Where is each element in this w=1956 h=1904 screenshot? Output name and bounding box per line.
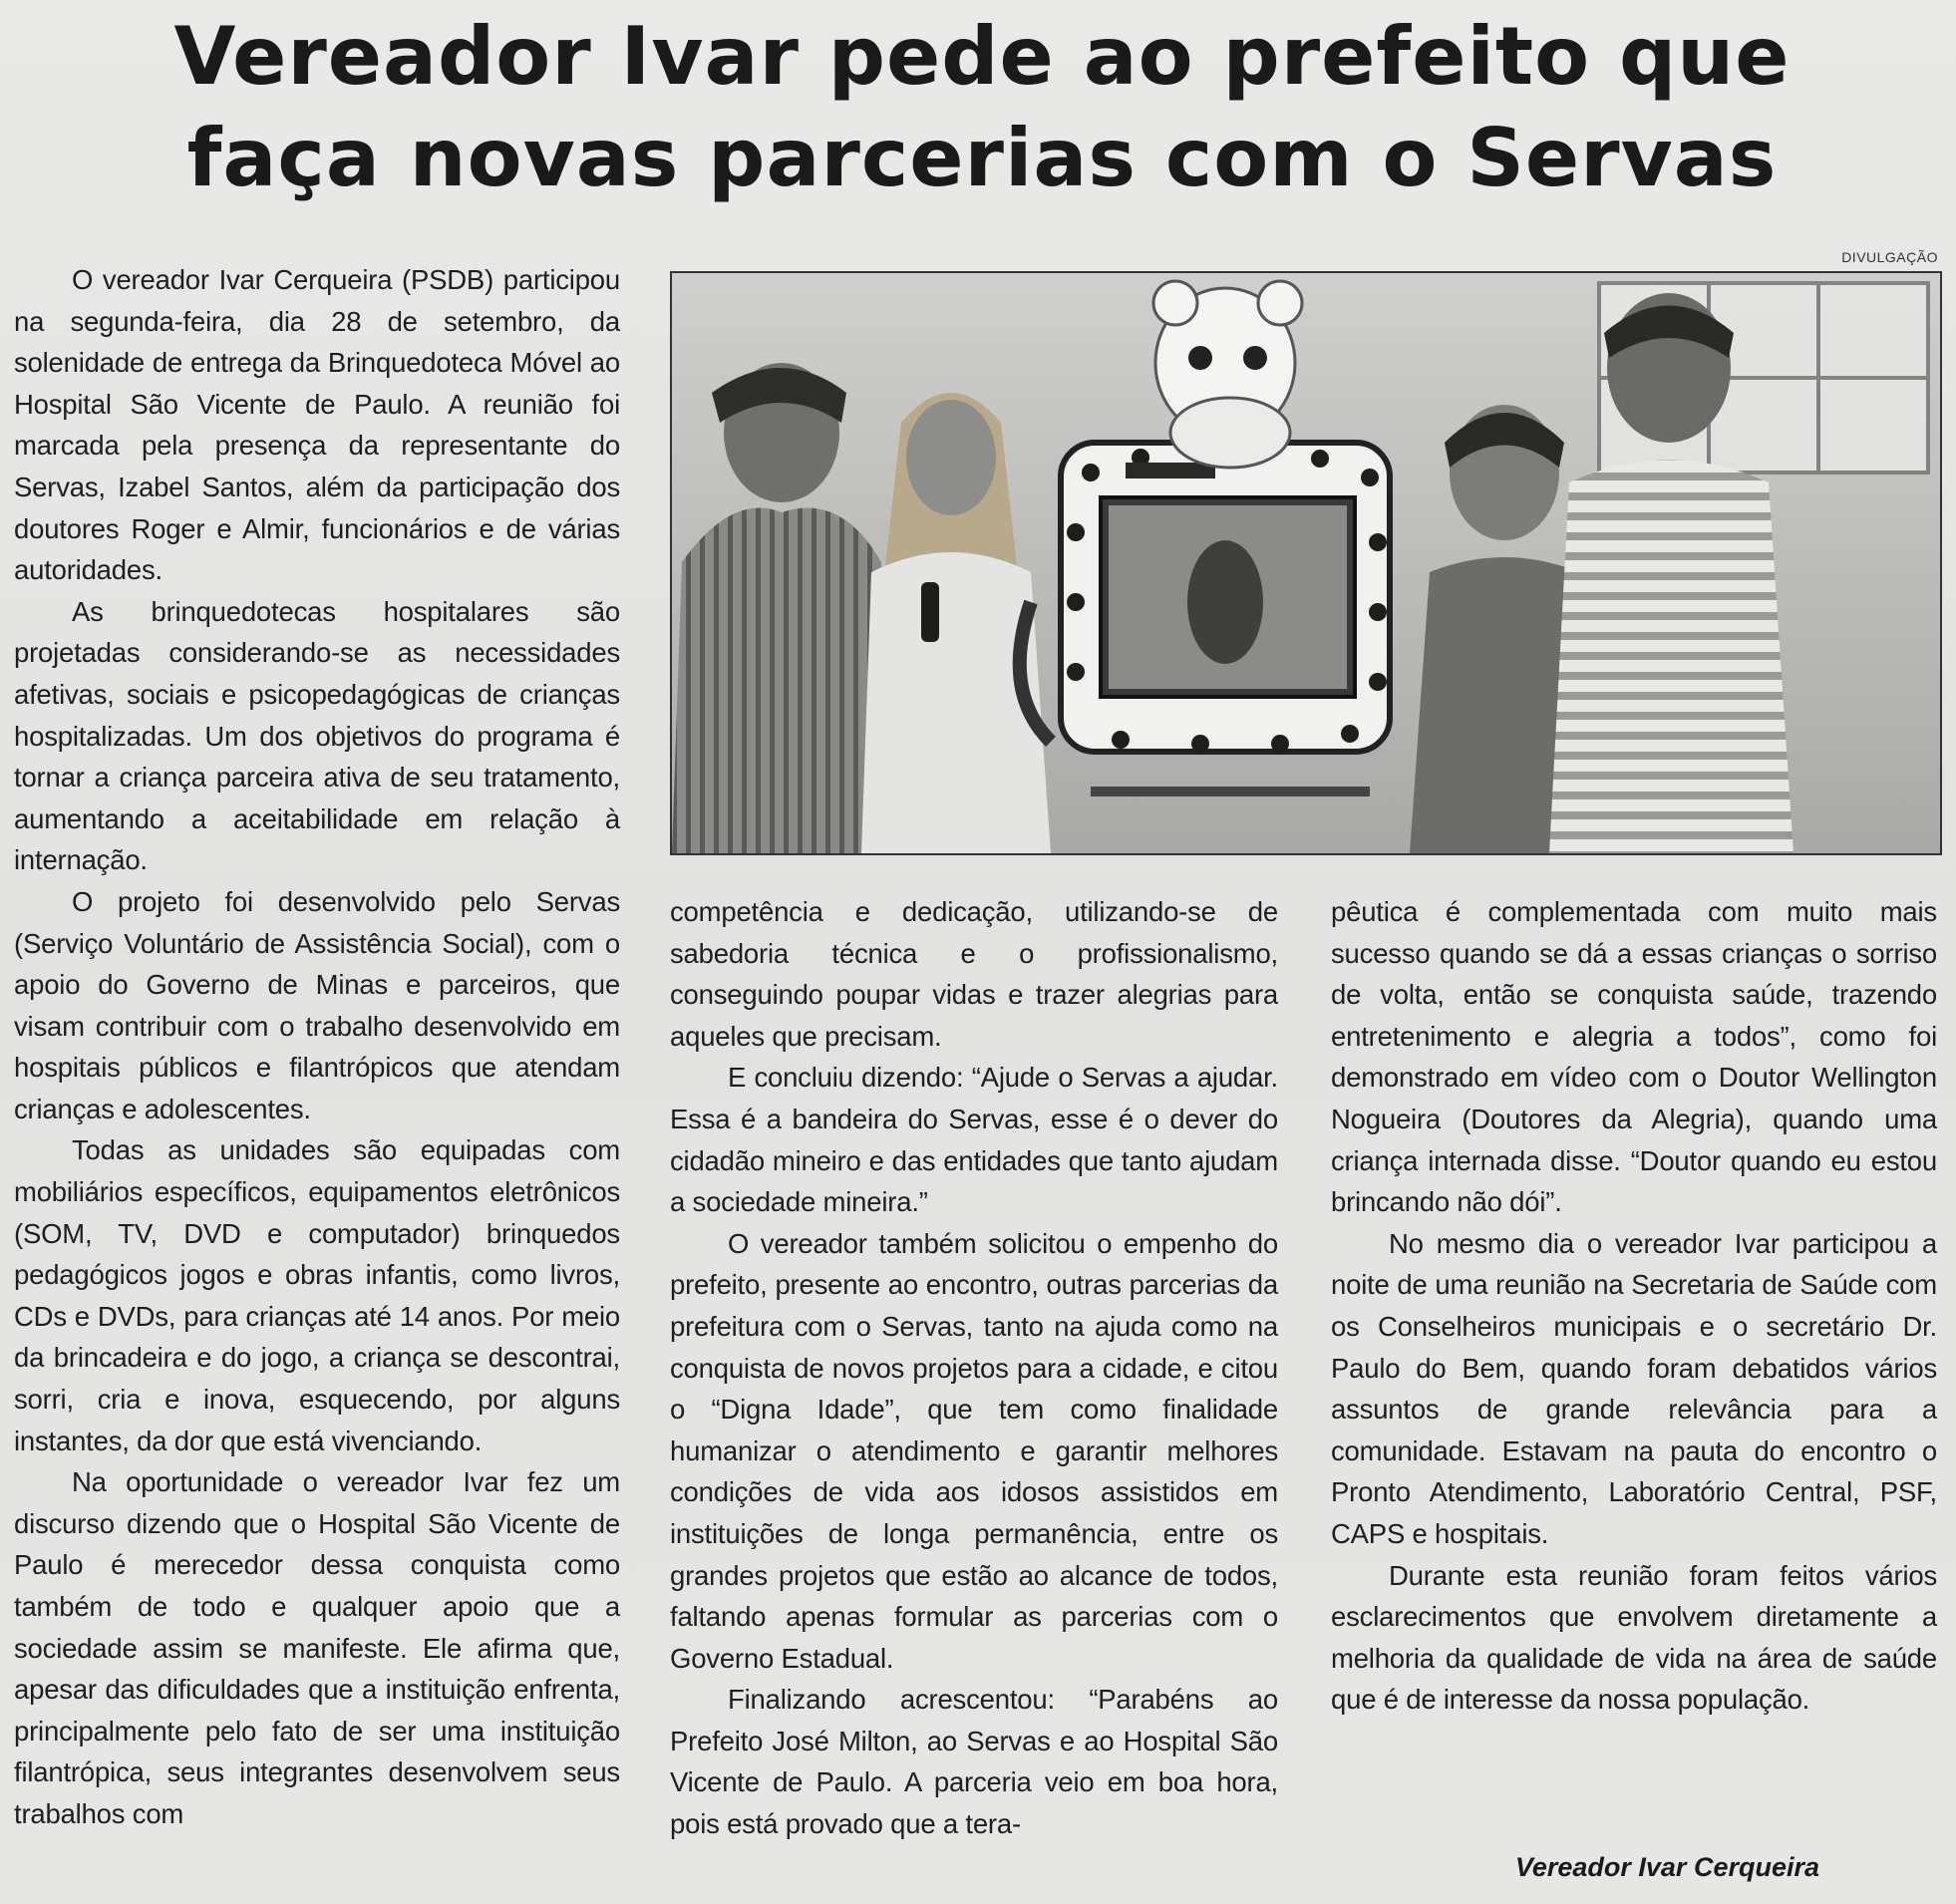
article-column-3: [1331, 891, 1937, 1721]
paragraph: Finalizando acrescentou: “Parabéns ao Prefeito José Milton, ao Servas e ao Hospital São Vicente de Paulo. A parceria veio em boa hora, pois está provado que a tera-: [670, 1684, 1278, 1840]
paragraph: O projeto foi desenvolvido pelo Servas (Serviço Voluntário de Assistência Social), com o apoio do Governo de Minas e parceiros, que visam contribuir com o trabalho desenvolvido em hospitais públicos e filantrópicos que atendam crianças e adolescentes.: [14, 885, 620, 1124]
headline: [70, 6, 1894, 209]
headline-line-1: Vereador Ivar pede ao prefeito que: [173, 10, 1791, 103]
paragraph: Durante esta reunião foram feitos vários esclarecimentos que envolvem diretamente a melhoria da qualidade de vida na área de saúde que é de interesse da nossa população.: [1331, 1559, 1937, 1716]
plush-toy: [1153, 281, 1302, 468]
headline-line-2: faça novas parcerias com o Servas: [186, 112, 1778, 204]
paragraph: Na oportunidade o vereador Ivar fez um discurso dizendo que o Hospital São Vicente de Paulo é merecedor dessa conquista como também de todo e qualquer apoio que a sociedade assim se manifeste. Ele afirma que, apesar das dificuldades que a instituição enfrenta, principalmente pelo fato de ser uma instituição filantrópica, seus integrantes desenvolvem seus trabalhos com: [14, 1466, 620, 1829]
news-photo: [670, 271, 1942, 855]
article-column-1: [14, 259, 620, 1835]
paragraph: O vereador Ivar Cerqueira (PSDB) participou na segunda-feira, dia 28 de setembro, da solenidade de entrega da Brinquedoteca Móvel ao Hospital São Vicente de Paulo. A reunião foi marcada pela presença da representante do Servas, Izabel Santos, além da participação dos doutores Roger e Almir, funcionários e de várias autoridades.: [14, 264, 620, 586]
photo-illustration: [672, 273, 1940, 853]
paragraph: Todas as unidades são equipadas com mobiliários específicos, equipamentos eletrônicos (SOM, TV, DVD e computador) brinquedos pedagógicos jogos e obras infantis, como livros, CDs e DVDs, para crianças até 14 anos. Por meio da brincadeira e do jogo, a criança se descontrai, sorri, cria e inova, esquecendo, por alguns instantes, da dor que está vivenciando.: [14, 1134, 620, 1456]
toy-library-unit: [1020, 443, 1390, 792]
paragraph: O vereador também solicitou o empenho do prefeito, presente ao encontro, outras parcerias da prefeitura com o Servas, tanto na ajuda como na conquista de novos projetos para a cidade, e citou o “Digna Idade”, que tem como finalidade humanizar o atendimento e garantir melhores condições de vida aos idosos assistidos em instituições de longa permanência, entre os grandes projetos que estão ao alcance de todos, faltando apenas formular as parcerias com o Governo Estadual.: [670, 1227, 1278, 1674]
paragraph: competência e dedicação, utilizando-se de sabedoria técnica e o profissionalismo, conseguindo poupar vidas e trazer alegrias para aqueles que precisam.: [670, 896, 1278, 1052]
photo-credit: DIVULGAÇÃO: [1841, 249, 1938, 265]
paragraph: No mesmo dia o vereador Ivar participou a noite de uma reunião na Secretaria de Saúde com os Conselheiros municipais e o secretário Dr. Paulo do Bem, quando foram debatidos vários assuntos de grande relevância para a comunidade. Estavam na pauta do encontro o Pronto Atendimento, Laboratório Central, PSF, CAPS e hospitais.: [1331, 1227, 1937, 1549]
article-column-2: [670, 891, 1278, 1845]
paragraph: pêutica é complementada com muito mais sucesso quando se dá a essas crianças o sorriso de volta, então se conquista saúde, trazendo entretenimento e alegria a todos”, como foi demonstrado em vídeo com o Doutor Wellington Nogueira (Doutores da Alegria), quando uma criança internada disse. “Doutor quando eu estou brincando não dói”.: [1331, 896, 1937, 1218]
paragraph: As brinquedotecas hospitalares são projetadas considerando-se as necessidades afetivas, sociais e psicopedagógicas de crianças hospitalizadas. Um dos objetivos do programa é tornar a criança parceira ativa de seu tratamento, aumentando a aceitabilidade em relação à internação.: [14, 595, 620, 876]
paragraph: E concluiu dizendo: “Ajude o Servas a ajudar. Essa é a bandeira do Servas, esse é o dever do cidadão mineiro e das entidades que tanto ajudam a sociedade mineira.”: [670, 1062, 1278, 1218]
author-signature: Vereador Ivar Cerqueira: [1514, 1852, 1819, 1882]
